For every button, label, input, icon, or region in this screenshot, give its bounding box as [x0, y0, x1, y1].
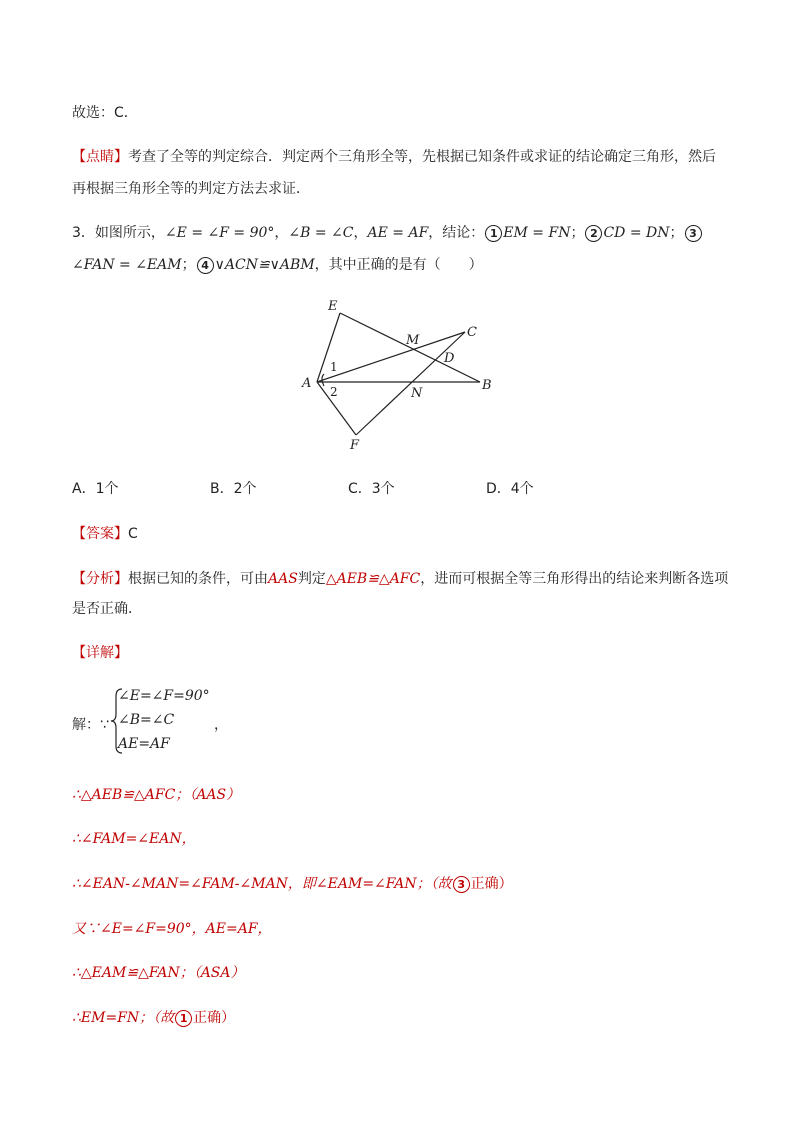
condition-3: AE=AF — [118, 736, 170, 752]
label-C: C — [467, 325, 477, 340]
condition-1: ∠E=∠F=90° — [118, 688, 210, 704]
circled-number: 4 — [197, 257, 214, 274]
circled-number: 3 — [685, 225, 702, 242]
detail-tag: 【详解】 — [72, 645, 128, 661]
dianjing-tag: 【点睛】 — [72, 149, 128, 165]
answer-line — [72, 525, 138, 543]
answer-value: C — [128, 526, 138, 542]
step-6 — [72, 1009, 235, 1027]
step-4: 又∵∠E=∠F=90°，AE=AF， — [72, 921, 272, 937]
q3-text: ， — [353, 225, 368, 241]
analysis-text: 判定 — [297, 571, 326, 587]
step-2: ∴∠FAM=∠EAN， — [72, 831, 196, 847]
analysis-math: △AEB≌△AFC — [325, 571, 421, 587]
q3-math: ∠FAN = ∠EAM — [72, 257, 182, 273]
analysis-math: AAS — [268, 571, 298, 587]
q3-math: ∠E = ∠F = 90° — [164, 225, 275, 241]
step-3-text: ∴∠EAN-∠MAN=∠FAM-∠MAN，即∠EAM=∠FAN；（故 — [72, 876, 452, 892]
system-comma: ， — [214, 717, 228, 733]
step-3-end: 正确） — [470, 876, 513, 892]
condition-2: ∠B=∠C — [118, 712, 175, 728]
circled-number: 2 — [585, 225, 602, 242]
label-N: N — [411, 386, 423, 401]
step-6-text: ∴EM=FN；（故 — [72, 1010, 175, 1026]
q3-text: ； — [669, 225, 684, 241]
q3-text: 3．如图所示， — [72, 225, 165, 241]
q3-text: ， — [274, 225, 289, 241]
analysis-line-1 — [72, 570, 728, 588]
q3-math: CD = DN — [603, 225, 670, 241]
analysis-text: 根据已知的条件，可由 — [128, 571, 268, 587]
q3-text: ，其中正确的是有（ ） — [314, 257, 483, 273]
label-M: M — [406, 333, 420, 348]
step-6-end: 正确） — [193, 1010, 236, 1026]
q3-text: ，结论： — [428, 225, 485, 241]
label-E: E — [328, 299, 338, 314]
analysis-text: ，进而可根据全等三角形得出的结论来判断各选项 — [420, 571, 729, 587]
q3-text: ； — [570, 225, 585, 241]
dianjing-line-2: 再根据三角形全等的判定方法去求证． — [72, 181, 310, 197]
analysis-line-2: 是否正确． — [72, 601, 142, 617]
circled-number: 3 — [453, 876, 470, 893]
label-angle-2: 2 — [330, 385, 338, 399]
label-B: B — [482, 378, 492, 393]
label-D: D — [444, 351, 455, 366]
segment-AC — [317, 332, 465, 382]
question-3-line-1 — [72, 224, 703, 242]
dianjing-line-1 — [72, 148, 716, 166]
label-A: A — [302, 376, 312, 391]
selected-answer-line: 故选：C． — [72, 105, 138, 121]
option-d: D．4个 — [486, 481, 534, 497]
answer-tag: 【答案】 — [72, 526, 128, 542]
question-3-line-2 — [72, 256, 483, 274]
q3-math: EM = FN — [503, 225, 571, 241]
q3-math: ∠B = ∠C — [288, 225, 354, 241]
q3-math: AE = AF — [367, 225, 429, 241]
q3-text: ； — [181, 257, 196, 273]
step-5: ∴△EAM≌△FAN；（ASA） — [72, 965, 245, 981]
jie-label: 解：∵ — [72, 717, 109, 733]
dianjing-text-1: 考查了全等的判定综合．判定两个三角形全等，先根据已知条件或求证的结论确定三角形，然后 — [128, 149, 716, 165]
geometry-figure — [290, 292, 510, 457]
circled-number: 1 — [175, 1010, 192, 1027]
circled-number: 1 — [485, 225, 502, 242]
label-F: F — [350, 438, 360, 453]
label-angle-1: 1 — [330, 360, 338, 374]
step-3 — [72, 875, 513, 893]
option-c: C．3个 — [348, 481, 395, 497]
option-b: B．2个 — [210, 481, 257, 497]
analysis-tag: 【分析】 — [72, 571, 128, 587]
option-a: A．1个 — [72, 481, 119, 497]
q3-math: ∨ACN≌∨ABM — [214, 257, 315, 273]
step-1: ∴△AEB≌△AFC；（AAS） — [72, 787, 241, 803]
